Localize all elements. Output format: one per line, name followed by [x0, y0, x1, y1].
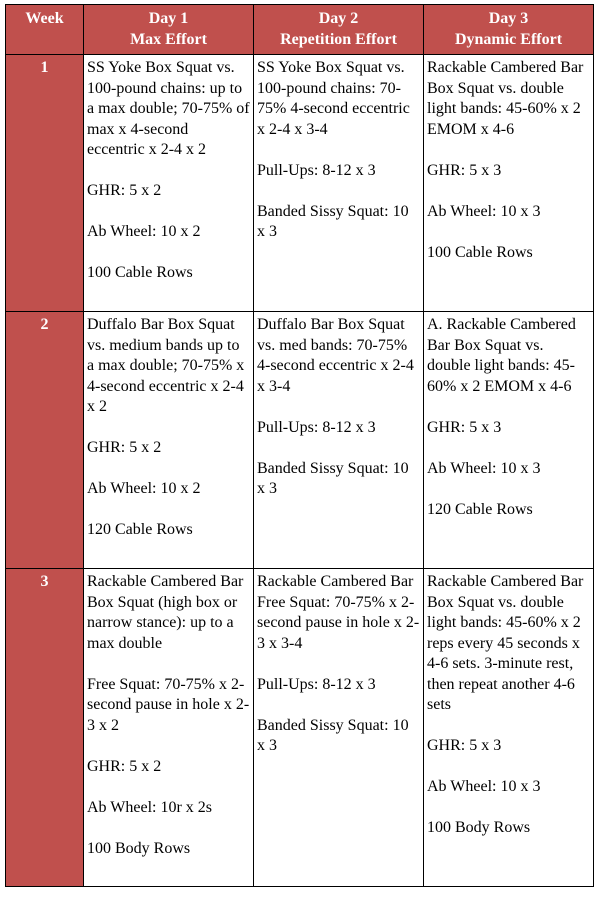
exercise: GHR: 5 x 2	[87, 439, 162, 456]
header-week	[6, 5, 84, 55]
table-row	[6, 55, 594, 312]
exercise: Duffalo Bar Box Squat vs. medium bands up to a max double; 70-75% x 4-second eccentric x 2-4 x 2	[87, 316, 245, 415]
day2-cell	[254, 55, 424, 312]
exercise: Ab Wheel: 10 x 2	[87, 223, 201, 240]
header-day3	[424, 5, 594, 55]
header-week-label: Week	[25, 10, 64, 27]
table-row	[6, 569, 594, 887]
exercise: Duffalo Bar Box Squat vs. med bands: 70-75% 4-second eccentric x 2-4 x 3-4	[257, 316, 414, 395]
exercise: Ab Wheel: 10 x 3	[427, 202, 541, 220]
exercise: Ab Wheel: 10 x 3	[427, 459, 541, 477]
exercise: GHR: 5 x 3	[427, 418, 502, 436]
exercise: Free Squat: 70-75% x 2-second pause in hole x 2-3 x 2	[87, 675, 250, 734]
exercise: GHR: 5 x 2	[87, 182, 162, 199]
exercise: 120 Cable Rows	[427, 500, 533, 518]
exercise: GHR: 5 x 2	[87, 757, 162, 775]
day1-cell	[84, 55, 254, 312]
exercise: Pull-Ups: 8-12 x 3	[257, 675, 376, 693]
exercise: Pull-Ups: 8-12 x 3	[257, 418, 376, 436]
exercise: 100 Cable Rows	[87, 264, 193, 281]
header-day3-title: Day 3	[488, 10, 529, 27]
exercise: 100 Cable Rows	[427, 243, 533, 261]
day3-cell	[424, 55, 594, 312]
exercise: Banded Sissy Squat: 10 x 3	[257, 202, 409, 240]
header-day2	[254, 5, 424, 55]
week-cell: 3	[6, 569, 84, 887]
exercise: 100 Body Rows	[427, 819, 531, 836]
day2-cell	[254, 312, 424, 569]
header-day3-subtitle: Dynamic Effort	[454, 30, 563, 48]
exercise: Ab Wheel: 10 x 3	[427, 778, 541, 795]
exercise: 100 Body Rows	[87, 839, 191, 857]
exercise: Rackable Cambered Bar Box Squat vs. double light bands: 45-60% x 2 EMOM x 4-6	[427, 59, 584, 138]
header-row	[6, 5, 594, 55]
exercise: Ab Wheel: 10 x 2	[87, 480, 201, 497]
table-body	[6, 55, 594, 887]
exercise: Rackable Cambered Bar Box Squat (high box or narrow stance): up to a max double	[87, 573, 244, 652]
header-day1-title: Day 1	[148, 10, 189, 27]
exercise: Rackable Cambered Bar Free Squat: 70-75% x 2-second pause in hole x 2-3 x 3-4	[257, 573, 420, 652]
exercise: 120 Cable Rows	[87, 521, 193, 538]
training-table	[5, 4, 594, 887]
exercise: Pull-Ups: 8-12 x 3	[257, 161, 376, 179]
day3-cell	[424, 312, 594, 569]
day1-cell	[84, 569, 254, 887]
day1-cell	[84, 312, 254, 569]
exercise: SS Yoke Box Squat vs. 100-pound chains: up to a max double; 70-75% of max x 4-second eccentric x 2-4 x 2	[87, 59, 250, 158]
exercise: Ab Wheel: 10r x 2s	[87, 798, 213, 816]
exercise: SS Yoke Box Squat vs. 100-pound chains: 70-75% 4-second eccentric x 2-4 x 3-4	[257, 59, 410, 138]
week-cell: 1	[6, 55, 84, 312]
header-day1	[84, 5, 254, 55]
header-day2-title: Day 2	[318, 10, 359, 27]
exercise: A. Rackable Cambered Bar Box Squat vs. double light bands: 45-60% x 2 EMOM x 4-6	[427, 316, 576, 395]
day2-cell	[254, 569, 424, 887]
header-day1-subtitle: Max Effort	[130, 30, 207, 48]
day3-cell	[424, 569, 594, 887]
exercise: GHR: 5 x 3	[427, 161, 502, 179]
exercise: Banded Sissy Squat: 10 x 3	[257, 459, 409, 497]
exercise: GHR: 5 x 3	[427, 737, 502, 754]
header-day2-subtitle: Repetition Effort	[280, 30, 397, 48]
week-cell: 2	[6, 312, 84, 569]
table-row	[6, 312, 594, 569]
exercise: Banded Sissy Squat: 10 x 3	[257, 716, 409, 754]
table-header	[6, 5, 594, 55]
exercise: Rackable Cambered Bar Box Squat vs. double light bands: 45-60% x 2 reps every 45 seconds x 4-6 sets. 3-minute rest, then repeat another 4-6 sets	[427, 573, 584, 713]
